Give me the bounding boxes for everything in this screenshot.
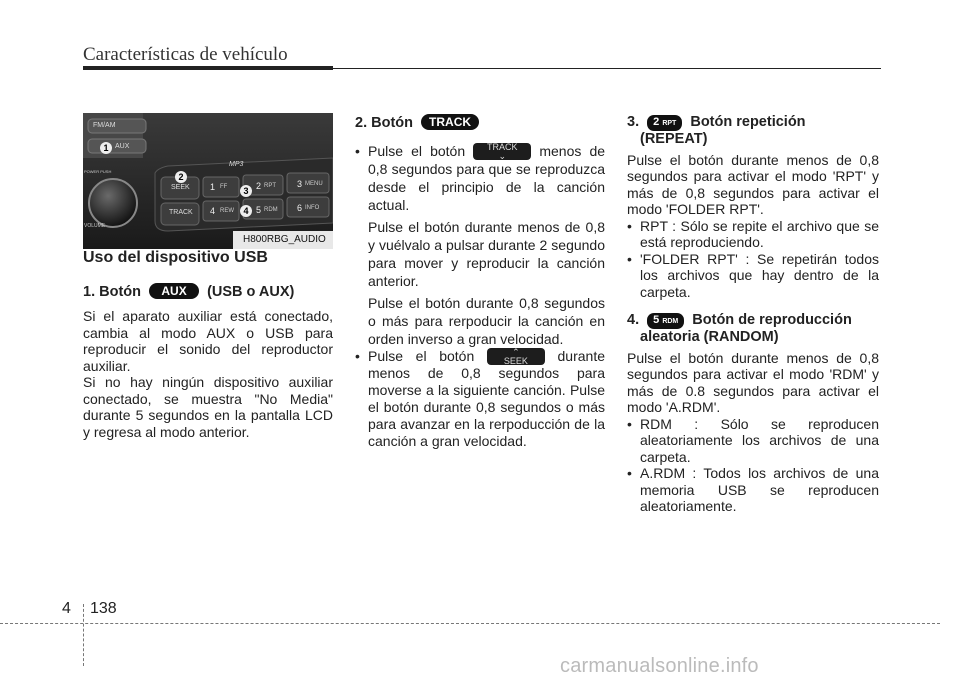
aux-paragraph-2: Si no hay ningún dispositivo auxiliar conectado, se muestra "No Media" durante 5 segundos en la pantalla LCD y regresa al modo anterior. — [83, 374, 333, 440]
rpt-badge-number: 2 — [653, 116, 660, 128]
rpt-badge-label: RPT — [662, 120, 677, 127]
preset-1-number: 1 — [210, 182, 216, 192]
preset-4-label: REW — [220, 208, 234, 214]
track-bullet — [355, 142, 605, 348]
preset-6-label: INFO — [305, 205, 320, 211]
callout-1: 1 — [100, 142, 112, 154]
aux-paragraph-1: Si el aparato auxiliar está conectado, cambia al modo AUX o USB para reproducir el sonido del reproductor auxiliar. — [83, 308, 333, 374]
chevron-down-icon: ⌄ — [498, 150, 506, 161]
track-button-badge: TRACK — [421, 114, 479, 130]
preset-5-number: 5 — [256, 205, 262, 215]
track-bullet-p3: Pulse el botón durante 0,8 segundos o más para rerpoducir la canción en orden inverso a gran velocidad. — [368, 294, 605, 347]
subsection-1-heading — [83, 283, 333, 301]
seek-bullet — [355, 348, 605, 450]
rdm-badge-label: RDM — [662, 318, 679, 325]
footer-dashed-divider — [83, 604, 84, 666]
header-rule-thin — [333, 68, 881, 69]
section-title-usb: Uso del dispositivo USB — [83, 249, 268, 266]
watermark: carmanualsonline.info — [560, 655, 759, 677]
seek-bullet-pre: Pulse el botón — [368, 347, 475, 364]
callout-3: 3 — [240, 185, 252, 197]
label-aux: AUX — [115, 143, 130, 150]
track-bullet-p2: Pulse el botón durante menos de 0,8 y vuélvalo a pulsar durante 2 segundo para mover y reproducir la canción anterior. — [368, 218, 605, 289]
subsection-3-title-2: (REPEAT) — [640, 131, 708, 147]
label-track: TRACK — [169, 209, 193, 216]
column-1 — [83, 250, 333, 440]
audio-unit-figure — [83, 113, 333, 249]
seek-bullet-post: durante menos de 0,8 segundos para moverse a la siguiente canción. Pulse el botón durante 0,8 segundos o más para avanzar en la rerpoducción de la canción a gran velocidad. — [368, 347, 605, 449]
subsection-4-prefix: 4. — [627, 312, 640, 328]
preset-3-label: MENU — [305, 181, 323, 187]
repeat-bullet-1: • RPT : Sólo se repite el archivo que se está reproduciendo. — [627, 218, 879, 251]
subsection-3-heading — [627, 114, 879, 148]
page-header-title: Características de vehículo — [83, 44, 288, 65]
random-paragraph: Pulse el botón durante menos de 0,8 segundos para activar el modo 'RDM' y más de 0.8 segundos para activar el modo 'A.RDM'. — [627, 349, 879, 415]
header-rule-thick — [83, 66, 333, 70]
random-bullet-2: • A.RDM : Todos los archivos de una memoria USB se reproducen aleatoriamente. — [627, 465, 879, 515]
subsection-1-suffix: (USB o AUX) — [207, 283, 295, 300]
aux-button-badge: AUX — [149, 283, 199, 299]
rdm-button-badge — [647, 313, 684, 329]
subsection-3-title: Botón repetición — [690, 114, 806, 130]
repeat-paragraph: Pulse el botón durante menos de 0,8 segundos para activar el modo 'RPT' y más de 0,8 segundos para activar el modo 'FOLDER RPT'. — [627, 151, 879, 217]
audio-unit-illustration — [83, 113, 333, 249]
track-inline-label: TRACK — [486, 141, 518, 152]
callout-2: 2 — [175, 171, 187, 183]
preset-2-label: RPT — [264, 183, 276, 189]
label-volume: VOLUME — [84, 223, 106, 229]
track-bullet-post: menos de 0,8 segundos para que se reproduzca desde el principio de la canción actual. — [368, 142, 606, 213]
subsection-2-prefix: 2. Botón — [355, 115, 413, 131]
chapter-number: 4 — [62, 600, 71, 617]
label-seek: SEEK — [171, 184, 190, 191]
preset-6-number: 6 — [297, 203, 303, 213]
label-mp3: MP3 — [229, 161, 244, 168]
chevron-up-icon: ⌃ — [512, 346, 520, 357]
rdm-badge-number: 5 — [653, 314, 660, 326]
rpt-button-badge — [647, 115, 682, 131]
seek-inline-label: SEEK — [503, 355, 528, 366]
subsection-4-heading — [627, 312, 879, 346]
label-power-push: POWER PUSH — [84, 169, 112, 174]
column-2 — [355, 114, 605, 450]
seek-inline-button — [487, 348, 545, 365]
preset-5-label: RDM — [264, 207, 278, 213]
repeat-bullet-2: • 'FOLDER RPT' : Se repetirán todos los archivos que hay dentro de la carpeta. — [627, 251, 879, 301]
subsection-2-heading — [355, 114, 605, 132]
subsection-4-title: Botón de reproducción — [692, 312, 852, 328]
random-bullet-1: • RDM : Sólo se reproducen aleatoriamente los archivos de una carpeta. — [627, 416, 879, 466]
subsection-1-prefix: 1. Botón — [83, 283, 141, 300]
page-number: 138 — [90, 600, 117, 617]
track-inline-button — [473, 143, 531, 160]
preset-3-number: 3 — [297, 179, 303, 189]
preset-1-label: FF — [220, 184, 228, 190]
subsection-4-title-2: aleatoria (RANDOM) — [640, 329, 779, 345]
preset-2-number: 2 — [256, 181, 262, 191]
callout-4: 4 — [240, 205, 252, 217]
column-3 — [627, 114, 879, 515]
footer-dashed-rule — [0, 623, 940, 624]
figure-caption: H800RBG_AUDIO — [243, 234, 326, 245]
preset-4-number: 4 — [210, 206, 216, 216]
subsection-3-prefix: 3. — [627, 114, 640, 130]
track-bullet-pre: Pulse el botón — [368, 142, 466, 159]
label-fm-am: FM/AM — [93, 122, 116, 129]
